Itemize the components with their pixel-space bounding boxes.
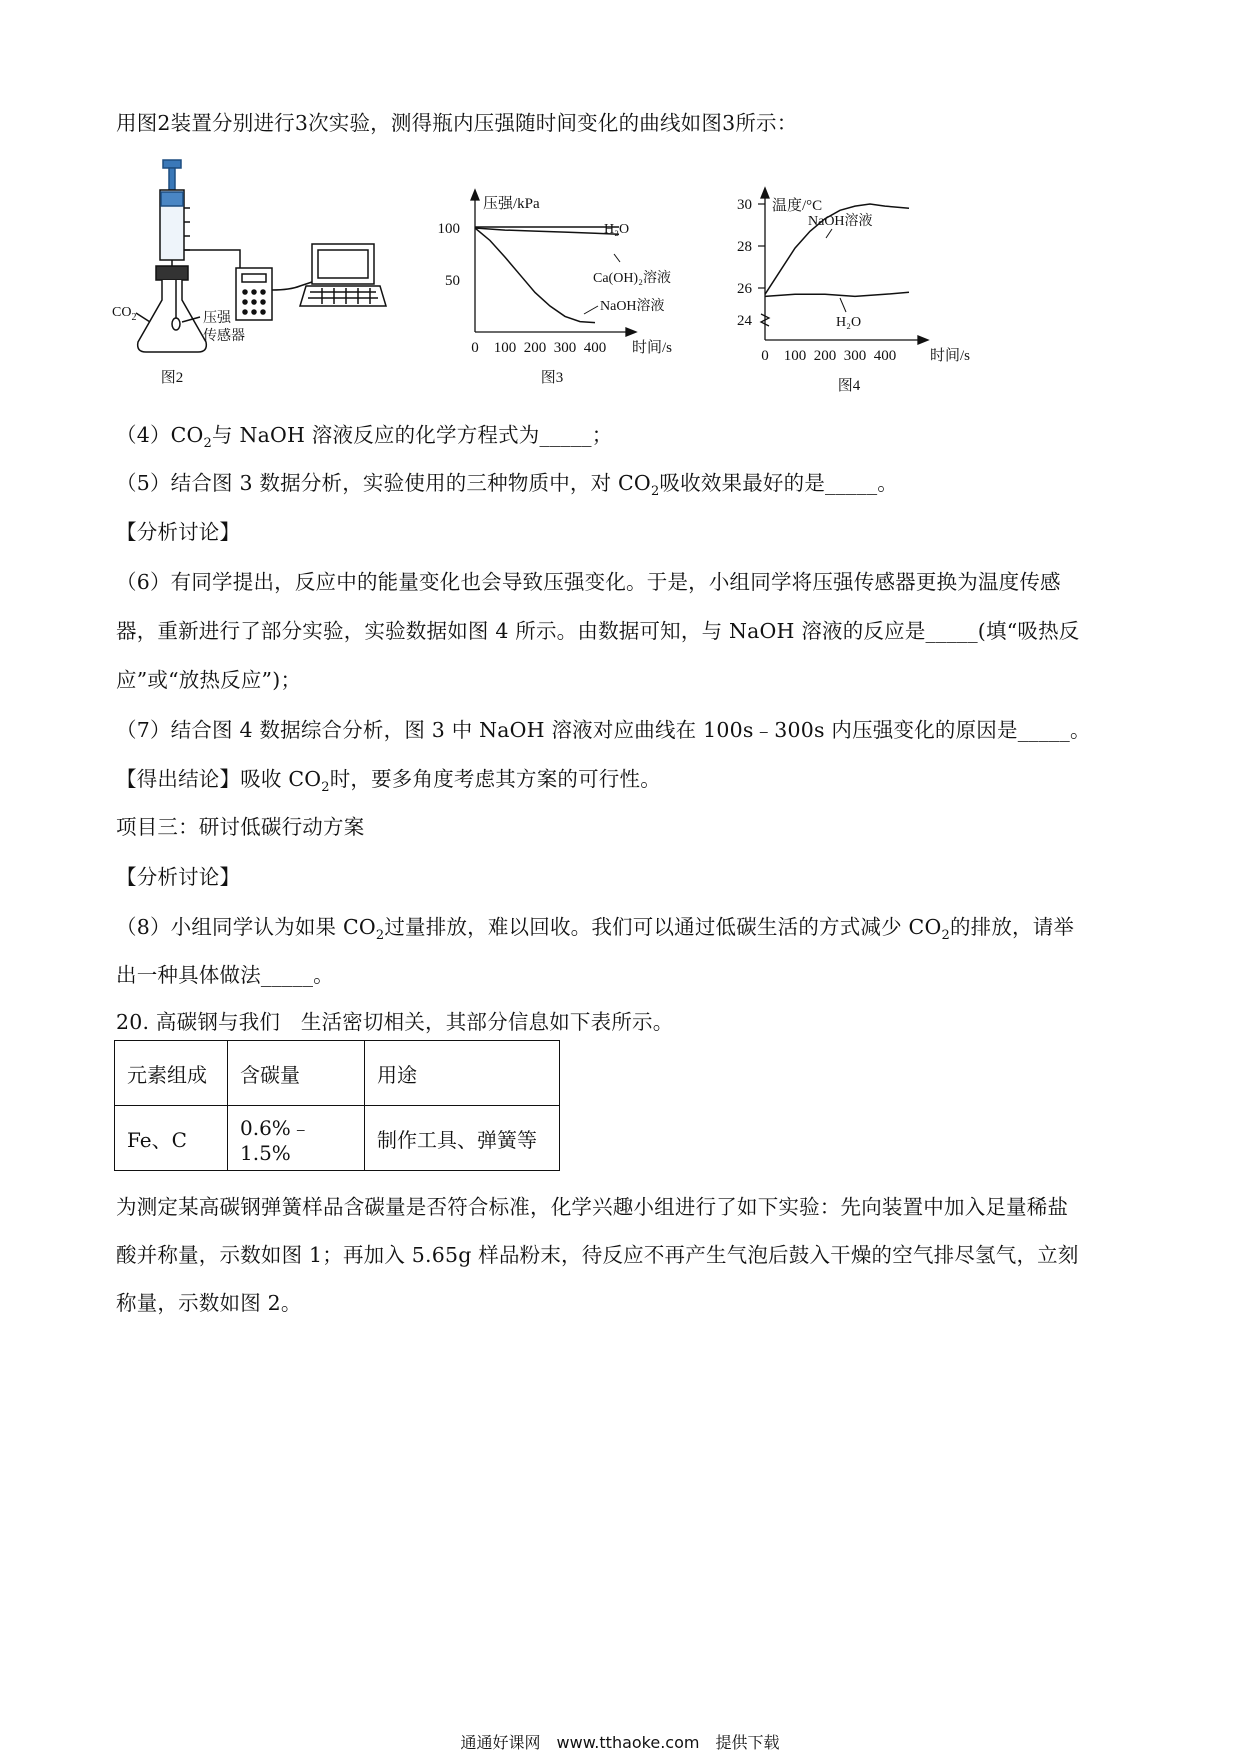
fig4-naoh-label: NaOH溶液 — [808, 214, 873, 229]
fig3-x-tick-label: 300 — [553, 340, 577, 356]
fig3-xlabel: 时间/s — [632, 340, 673, 356]
figure4-caption: 图4 — [837, 378, 861, 394]
fig4-y-tick-label: 30 — [737, 197, 752, 213]
intro-text: 用图2装置分别进行3次实验，测得瓶内压强随时间变化的曲线如图3所示： — [116, 111, 798, 135]
fig4-x-tick-label: 300 — [843, 348, 867, 364]
fig3-ylabel: 压强/kPa — [483, 196, 540, 212]
fig4-x-tick-label: 0 — [761, 348, 769, 364]
table-cell: 0.6%﹣1.5% — [228, 1106, 365, 1171]
fig3-x-tick-label: 400 — [583, 340, 607, 356]
fig4-series-line-1 — [765, 292, 909, 296]
analysis-heading-2: 【分析讨论】 — [116, 865, 241, 889]
question-6-line3: 应”或“放热反应”)； — [116, 668, 302, 692]
fig4-x-tick-label: 100 — [783, 348, 807, 364]
experiment-text-line3: 称量，示数如图 2。 — [116, 1291, 302, 1315]
table-header-cell: 用途 — [365, 1041, 560, 1106]
fig3-naoh-label: NaOH溶液 — [600, 299, 665, 314]
fig4-y-tick-label: 24 — [737, 313, 752, 329]
fig3-caoh2-label: Ca(OH)₂溶液 — [593, 271, 671, 286]
page-footer: 通通好课网 www.tthaoke.com 提供下载 — [460, 1733, 780, 1752]
question-4: $(4)CO_2$与 NaOH 溶液反应的化学方程式为_____； — [116, 423, 613, 452]
analysis-heading-1: 【分析讨论】 — [116, 520, 241, 544]
fig3-y-tick-label: 100 — [437, 221, 460, 237]
fig3-y-arrow — [471, 190, 479, 200]
project-3-title: 项目三：研讨低碳行动方案 — [116, 815, 365, 839]
fig4-x-tick-label: 200 — [813, 348, 837, 364]
fig4-h2o-label: H₂O — [836, 315, 862, 330]
question-8-line2: 出一种具体做法_____。 — [116, 963, 334, 987]
fig3-x-arrow — [626, 328, 636, 336]
table-header-row — [115, 1041, 560, 1106]
question-5: （5）结合图 3 数据分析，实验使用的三种物质中，对 $CO_2$吸收效果最好的是_____。 — [116, 471, 898, 500]
fig4-x-arrow — [918, 336, 928, 344]
co2-label: $CO_2$ — [112, 305, 137, 323]
conclusion: 【得出结论】吸收 $CO_2$时，要多角度考虑其方案的可行性。 — [116, 767, 661, 796]
table-cell: Fe、C — [115, 1106, 228, 1171]
fig4-y-arrow — [761, 188, 769, 198]
question-8-line1: （8）小组同学认为如果 $CO_2$过量排放，难以回收。我们可以通过低碳生活的方式减少 $CO_2$的排放，请举 — [116, 915, 1075, 944]
question-6-line2: 器，重新进行了部分实验，实验数据如图 4 所示。由数据可知，与 NaOH 溶液的反应是_____(填“吸热反 — [116, 619, 1080, 643]
fig3-x-tick-label: 200 — [523, 340, 547, 356]
figure3-caption: 图3 — [540, 370, 564, 386]
question-6-line1: （6）有同学提出，反应中的能量变化也会导致压强变化。于是，小组同学将压强传感器更换为温度传感 — [116, 570, 1061, 594]
fig3-y-tick-label: 50 — [445, 273, 460, 289]
fig4-y-tick-label: 26 — [737, 281, 752, 297]
sensor-label-line1: 压强 — [203, 311, 231, 326]
steel-info-table — [114, 1040, 560, 1171]
question-20-intro: 20. 高碳钢与我们 生活密切相关，其部分信息如下表所示。 — [116, 1010, 674, 1034]
table-cell: 制作工具、弹簧等 — [365, 1106, 560, 1171]
fig3-x-tick-label: 100 — [493, 340, 517, 356]
question-7: （7）结合图 4 数据综合分析，图 3 中 NaOH 溶液对应曲线在 100s﹣300s 内压强变化的原因是_____。 — [116, 718, 1091, 742]
table-header-cell: 元素组成 — [115, 1041, 228, 1106]
table-row — [115, 1106, 560, 1171]
table-header-cell: 含碳量 — [228, 1041, 365, 1106]
sensor-label-line2: 传感器 — [203, 329, 245, 344]
apparatus-figure — [136, 160, 386, 352]
fig3-series-line-2 — [475, 228, 595, 323]
fig4-axis-break — [761, 314, 769, 326]
fig3-h2o-label: H₂O — [604, 222, 630, 237]
fig3-series-line-1 — [475, 228, 619, 234]
figure2-caption: 图2 — [160, 370, 184, 386]
fig4-x-tick-label: 400 — [873, 348, 897, 364]
fig4-xlabel: 时间/s — [930, 348, 971, 364]
fig4-ylabel: 温度/°C — [772, 198, 823, 214]
fig4-y-tick-label: 28 — [737, 239, 752, 255]
experiment-text-line1: 为测定某高碳钢弹簧样品含碳量是否符合标准，化学兴趣小组进行了如下实验：先向装置中加入足量稀盐 — [116, 1195, 1069, 1219]
experiment-text-line2: 酸并称量，示数如图 1；再加入 5.65g 样品粉末，待反应不再产生气泡后鼓入干燥的空气排尽氢气，立刻 — [116, 1243, 1079, 1267]
figures-area — [0, 150, 1240, 400]
fig3-x-tick-label: 0 — [471, 340, 479, 356]
